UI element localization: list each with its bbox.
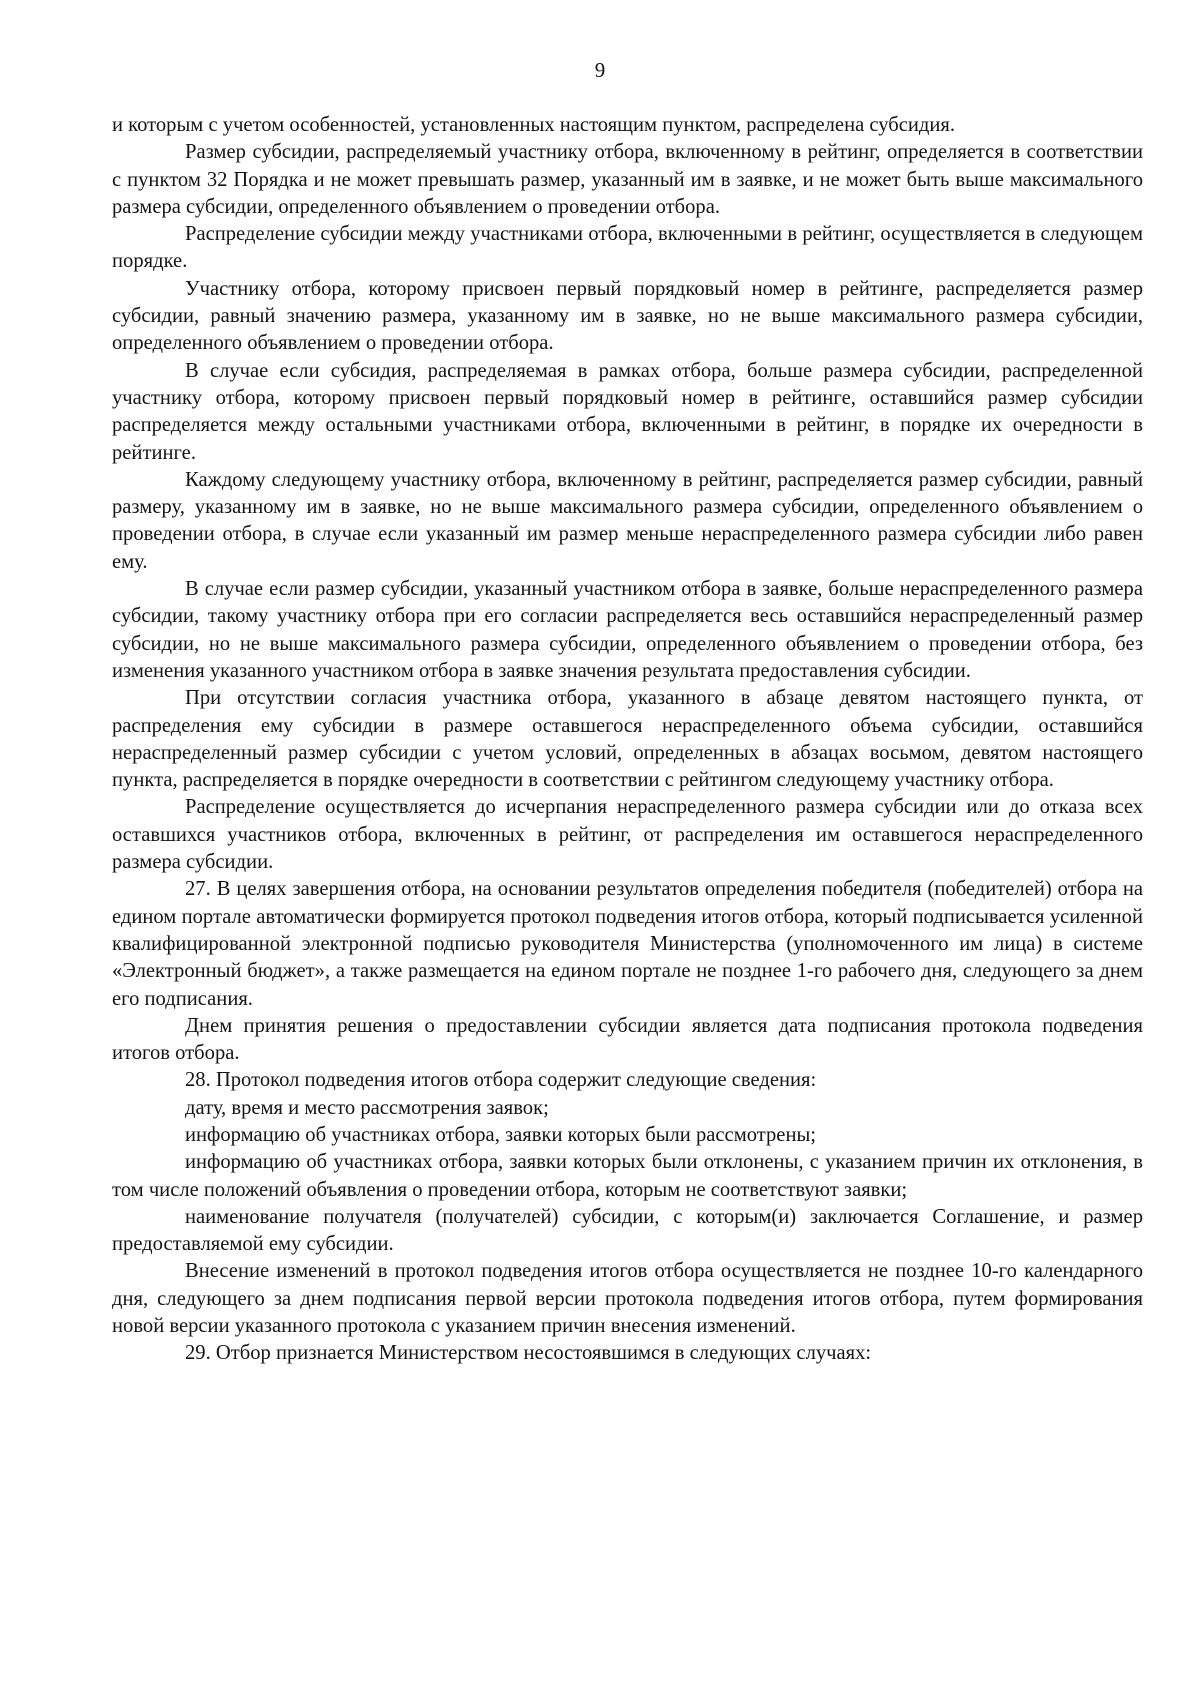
paragraph: В случае если субсидия, распределяемая в рамках отбора, больше размера субсидии, распределенной участнику отбора, которому присвоен первый порядковый номер в рейтинге, оставшийся размер субсидии распределяется между остальными участниками отбора, включенными в рейтинг, в порядке их очередности в рейтинге. xyxy=(112,359,1143,464)
paragraph: 27. В целях завершения отбора, на основании результатов определения победителя (победителей) отбора на едином портале автоматически формируется протокол подведения итогов отбора, который подписывается усиленной квалифицированной электронной подписью руководителя Министерства (уполномоченного им лица) в системе «Электронный бюджет», а также размещается на едином портале не позднее 1-го рабочего дня, следующего за днем его подписания. xyxy=(112,878,1143,1010)
paragraph: 29. Отбор признается Министерством несостоявшимся в следующих случаях: xyxy=(185,1342,872,1365)
paragraph: Распределение субсидии между участниками отбора, включенными в рейтинг, осуществляется в следующем порядке. xyxy=(112,223,1143,273)
paragraph: информацию об участниках отбора, заявки которых были отклонены, с указанием причин их отклонения, в том числе положений объявления о проведении отбора, которым не соответствуют заявки; xyxy=(112,1151,1143,1201)
paragraph: и которым с учетом особенностей, установленных настоящим пунктом, распределена субсидия. xyxy=(112,114,956,136)
document-body xyxy=(112,112,1143,1368)
paragraph: дату, время и место рассмотрения заявок; xyxy=(185,1096,549,1119)
paragraph: При отсутствии согласия участника отбора, указанного в абзаце девятом настоящего пункта, от распределения ему субсидии в размере оставшегося нераспределенного объема субсидии, оставшийся нераспределенный размер субсидии с учетом условий, определенных в абзацах восьмом, девятом настоящего пункта, распределяется в порядке очередности в соответствии с рейтингом следующему участнику отбора. xyxy=(112,687,1143,792)
page-number: 9 xyxy=(594,58,606,82)
paragraph: Размер субсидии, распределяемый участнику отбора, включенному в рейтинг, определяется в соответствии с пунктом 32 Порядка и не может превышать размер, указанный им в заявке, и не может быть выше максимального размера субсидии, определенного объявлением о проведении отбора. xyxy=(112,141,1143,218)
paragraph: информацию об участниках отбора, заявки которых были рассмотрены; xyxy=(185,1123,817,1146)
paragraph: Участнику отбора, которому присвоен первый порядковый номер в рейтинге, распределяется размер субсидии, равный значению размера, указанному им в заявке, но не выше максимального размера субсидии, определенного объявлением о проведении отбора. xyxy=(112,277,1143,355)
paragraph: В случае если размер субсидии, указанный участником отбора в заявке, больше нераспределенного размера субсидии, такому участнику отбора при его согласии распределяется весь оставшийся нераспределенный размер субсидии, но не выше максимального размера субсидии, определенного объявлением о проведении отбора, без изменения указанного участником отбора в заявке значения результата предоставления субсидии. xyxy=(112,578,1143,682)
paragraph: Внесение изменений в протокол подведения итогов отбора осуществляется не позднее 10-го календарного дня, следующего за днем подписания первой версии протокола подведения итогов отбора, путем формирования новой версии указанного протокола с указанием причин внесения изменений. xyxy=(112,1260,1143,1338)
paragraph: 28. Протокол подведения итогов отбора содержит следующие сведения: xyxy=(185,1069,817,1092)
paragraph: Днем принятия решения о предоставлении субсидии является дата подписания протокола подведения итогов отбора. xyxy=(112,1014,1143,1065)
paragraph: Каждому следующему участнику отбора, включенному в рейтинг, распределяется размер субсидии, равный размеру, указанному им в заявке, но не выше максимального размера субсидии, определенного объявлением о проведении отбора, в случае если указанный им размер меньше нераспределенного размера субсидии либо равен ему. xyxy=(112,468,1143,573)
paragraph: наименование получателя (получателей) субсидии, с которым(и) заключается Соглашение, и размер предоставляемой ему субсидии. xyxy=(112,1205,1143,1256)
paragraph: Распределение осуществляется до исчерпания нераспределенного размера субсидии или до отказа всех оставшихся участников отбора, включенных в рейтинг, от распределения им оставшегося нераспределенного размера субсидии. xyxy=(112,796,1143,874)
